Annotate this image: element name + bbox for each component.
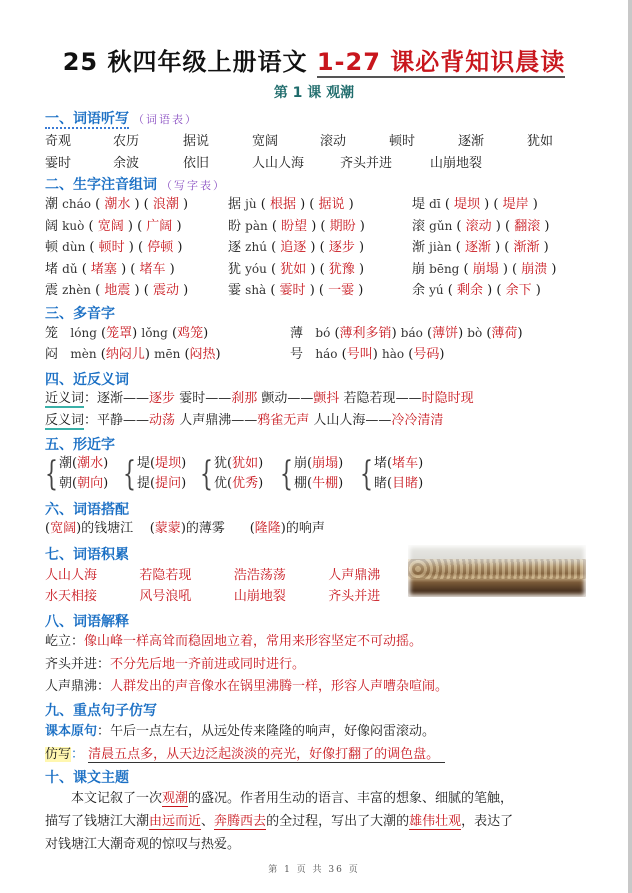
pinyin: mēn [154, 347, 181, 361]
term: 齐头并进： [45, 657, 111, 672]
word: 犹如 [527, 134, 554, 149]
imitation-label: 仿写 [45, 747, 72, 762]
char: 震 [45, 283, 59, 298]
heading-text: 二、生字注音组词 [45, 177, 157, 193]
pinyin: dī [429, 197, 441, 211]
brace-icon: { [45, 454, 58, 494]
word: 潮水 [77, 456, 104, 471]
pinyin: báo [400, 326, 423, 340]
word: 浪潮 [152, 197, 179, 212]
word: 逐渐 [97, 391, 124, 406]
heading-note: （写字表） [161, 179, 226, 192]
word: 若隐若现 [343, 391, 396, 406]
char-entry: 崩 bēng ( 崩塌 ) ( 崩溃 ) [412, 261, 557, 277]
tidal-wave-image [408, 545, 586, 597]
word: 潮水 [104, 197, 131, 212]
char-entry: 堵 dǔ ( 堵塞 ) ( 堵车 ) [45, 261, 175, 277]
original-sentence [45, 722, 435, 742]
word: 逐渐 [458, 134, 485, 149]
text: 的全过程，写出了大潮的 [266, 814, 410, 829]
pinyin: jiàn [429, 240, 452, 254]
polyphone-row-1b: 薄 bó (薄利多销) báo (薄饼) bò (薄荷) [290, 326, 523, 341]
char-entry: 阔 kuò ( 宽阔 ) ( 广阔 ) [45, 218, 182, 234]
char-entry: 据 jù ( 根据 ) ( 据说 ) [228, 197, 354, 212]
word: 笼罩 [106, 326, 133, 341]
section-9-heading: 九、重点句子仿写 [45, 703, 157, 719]
char: 逐 [228, 240, 242, 255]
word: 优秀 [232, 476, 259, 491]
pinyin: hào [381, 347, 405, 361]
antonym: 鸦雀无声 [257, 413, 310, 428]
synonyms-row: 近义词：逐渐——逐步 霎时——刹那 颤动——颤抖 若隐若现——时隐时现 [45, 391, 474, 406]
word: 犹如 [232, 456, 259, 471]
char: 阔 [45, 218, 59, 234]
antonym: 冷冷清清 [391, 413, 444, 428]
word: 堤岸 [502, 197, 529, 212]
word: 余下 [505, 283, 532, 298]
definition-row [45, 677, 448, 697]
word: 堤坝 [155, 456, 182, 471]
word: 停顿 [147, 240, 174, 255]
word: 崩塌 [472, 261, 499, 277]
idiom: 水天相接 [45, 589, 98, 604]
char: 优 [214, 476, 228, 491]
word: 薄饼 [432, 326, 459, 341]
antonyms-row: 反义词：平静——动荡 人声鼎沸——鸦雀无声 人山人海——冷冷清清 [45, 413, 444, 428]
char: 犹 [228, 261, 242, 277]
char: 余 [412, 283, 426, 298]
dash: —— [365, 413, 392, 428]
word: 薄利多销 [339, 326, 392, 341]
word: 人声鼎沸 [179, 413, 232, 428]
poly-char: 笼 [45, 326, 59, 341]
char: 顿 [45, 240, 59, 255]
text: 本文记叙了一次 [71, 791, 163, 806]
antonyms-label: 反义词 [45, 413, 85, 428]
synonym: 时隐时现 [421, 391, 474, 406]
pinyin: kuò [62, 218, 85, 233]
word: 盼望 [281, 218, 308, 234]
section-4-heading: 四、近反义词 [45, 372, 129, 388]
section-10-heading: 十、课文主题 [45, 770, 129, 786]
dash: —— [123, 391, 150, 406]
synonym: 逐步 [149, 391, 176, 406]
word: 期盼 [329, 218, 356, 234]
idiom: 若隐若现 [139, 568, 192, 583]
idiom: 齐头并进 [328, 589, 381, 604]
char: 朝 [59, 476, 73, 491]
char: 堵 [374, 456, 388, 471]
char: 犹 [214, 456, 228, 471]
word: 山崩地裂 [430, 156, 483, 171]
idiom: 风号浪吼 [139, 589, 192, 604]
pinyin: yóu [245, 261, 267, 276]
char-entry: 霎 shà ( 霎时 ) ( 一霎 ) [228, 283, 364, 298]
char: 据 [228, 197, 242, 212]
definition: 像山峰一样高耸而稳固地立着，常用来形容坚定不可动摇。 [84, 634, 423, 649]
pair: 堵(堵车) 睹(目睹) [374, 456, 424, 491]
brace-icon: { [280, 454, 293, 494]
word: 依旧 [183, 156, 210, 171]
char-entry: 堤 dī ( 堤坝 ) ( 堤岸 ) [412, 197, 538, 212]
word: 牛棚 [312, 476, 339, 491]
definition: 不分先后地一齐前进或同时进行。 [110, 657, 306, 672]
char: 潮 [59, 456, 73, 471]
word: 纳闷儿 [105, 347, 145, 362]
char-entry: 逐 zhú ( 追逐 ) ( 逐步 ) [228, 240, 365, 255]
synonyms-label: 近义词 [45, 391, 85, 406]
char: 潮 [45, 197, 59, 212]
word: 追逐 [280, 240, 307, 255]
section-5-heading: 五、形近字 [45, 437, 115, 453]
char-entry: 犹 yóu ( 犹如 ) ( 犹豫 ) [228, 261, 365, 277]
text: 对钱塘江大潮奇观的惊叹与热爱。 [45, 837, 241, 852]
word: 地震 [104, 283, 131, 298]
pinyin: lóng [70, 326, 97, 340]
brace-icon: { [200, 454, 213, 494]
pinyin: shà [245, 283, 267, 297]
pinyin: dùn [62, 240, 86, 254]
phrase: 的响声 [285, 521, 325, 536]
word: 齐头并进 [340, 156, 393, 171]
lesson-title: 第 1 课 观潮 [273, 85, 355, 101]
pinyin: mèn [70, 347, 97, 361]
title-highlight: 1-27 课必背知识晨读 [316, 48, 566, 76]
word: 宽阔 [97, 218, 124, 234]
char-entry: 潮 cháo ( 潮水 ) ( 浪潮 ) [45, 197, 189, 212]
word: 提问 [155, 476, 182, 491]
keyword: 由远而近 [149, 814, 202, 829]
char: 堤 [137, 456, 151, 471]
imitation-text: 清晨五点多，从天边泛起淡淡的亮光，好像打翻了的调色盘。 [88, 747, 445, 763]
word: 余波 [113, 156, 140, 171]
char: 堤 [412, 197, 426, 212]
char: 崩 [294, 456, 308, 471]
poly-char: 薄 [290, 326, 304, 341]
char: 盼 [228, 218, 242, 234]
word: 滚动 [465, 218, 492, 234]
section-3-heading: 三、多音字 [45, 306, 115, 322]
pinyin: zhú [245, 240, 267, 254]
char-entry: 顿 dùn ( 顿时 ) ( 停顿 ) [45, 240, 183, 255]
word: 奇观 [45, 134, 72, 149]
pinyin: zhèn [62, 283, 92, 297]
word: 霎时 [45, 156, 72, 171]
synonym: 刹那 [231, 391, 258, 406]
poly-char: 闷 [45, 347, 59, 362]
term: 屹立： [45, 634, 85, 649]
definition-row [45, 655, 305, 675]
pinyin: háo [315, 347, 338, 361]
word: 霎时 [279, 283, 306, 298]
word: 滚动 [320, 134, 347, 149]
word: 逐步 [328, 240, 355, 255]
char-entry: 余 yú ( 剩余 ) ( 余下 ) [412, 283, 541, 298]
dash: —— [231, 413, 258, 428]
pinyin: gǔn [429, 218, 453, 233]
word: 剩余 [457, 283, 484, 298]
word: 翻滚 [514, 218, 541, 234]
heading-text: 一、词语听写 [45, 111, 129, 127]
brace-icon: { [360, 454, 373, 494]
antonym: 动荡 [149, 413, 176, 428]
dash: —— [287, 391, 314, 406]
term: 人声鼎沸： [45, 679, 111, 694]
polyphone-row-2: 闷 mèn (纳闷儿) mēn (闷热) [45, 347, 221, 362]
pinyin: dǔ [62, 261, 78, 276]
page-title [0, 42, 628, 77]
original-label: 课本原句 [45, 724, 98, 739]
pinyin: bēng [429, 261, 460, 276]
fill-word: 隆隆 [254, 521, 281, 536]
section-7-heading: 七、词语积累 [45, 547, 129, 563]
char: 睹 [374, 476, 388, 491]
brace-icon: { [123, 454, 136, 494]
theme-paragraph [45, 787, 590, 810]
char: 渐 [412, 240, 426, 255]
word: 平静 [97, 413, 124, 428]
word: 农历 [113, 134, 140, 149]
keyword: 雄伟壮观 [409, 814, 462, 829]
word: 据说 [318, 197, 345, 212]
definition: 人群发出的声音像水在锅里沸腾一样，形容人声嘈杂喧闹。 [110, 679, 449, 694]
keyword: 奔腾西去 [214, 814, 267, 829]
word: 崩溃 [521, 261, 548, 277]
word: 人山人海 [252, 156, 305, 171]
polyphone-row-2b: 号 háo (号叫) hào (号码) [290, 347, 445, 362]
word: 宽阔 [252, 134, 279, 149]
page-number: 第 1 页 共 36 页 [268, 865, 360, 875]
pinyin: lǒng [141, 326, 168, 340]
pinyin: yú [429, 283, 444, 297]
pinyin: pàn [245, 218, 268, 233]
char-entry: 渐 jiàn ( 逐渐 ) ( 渐渐 ) [412, 240, 549, 255]
word: 犹如 [280, 261, 307, 277]
section-1-heading [45, 108, 198, 128]
definition-row [45, 632, 422, 652]
original-text: ：午后一点左右，从远处传来隆隆的响声，好像闷雷滚动。 [97, 724, 436, 739]
text: 的盛况。作者用生动的语言、丰富的想象、细腻的笔触， [188, 791, 514, 806]
char: 堵 [45, 261, 59, 277]
idiom: 山崩地裂 [233, 589, 286, 604]
word: 逐渐 [464, 240, 491, 255]
idiom: 人山人海 [45, 568, 98, 583]
word: 闷热 [189, 347, 216, 362]
idiom: 浩浩荡荡 [233, 568, 286, 583]
word: 据说 [183, 134, 210, 149]
word: 堵塞 [90, 261, 117, 277]
theme-paragraph-line2 [45, 810, 590, 833]
word: 广阔 [146, 218, 173, 234]
section-2-heading [45, 174, 226, 194]
char: 棚 [294, 476, 308, 491]
char: 崩 [412, 261, 426, 277]
word: 渐渐 [513, 240, 540, 255]
synonym: 颤抖 [313, 391, 340, 406]
idiom: 人声鼎沸 [328, 568, 381, 583]
word: 根据 [269, 197, 296, 212]
word: 号码 [413, 347, 440, 362]
page-edge [628, 0, 632, 893]
pinyin: cháo [62, 197, 91, 211]
pinyin: bó [315, 326, 331, 340]
word: 薄荷 [491, 326, 518, 341]
word: 犹豫 [328, 261, 355, 277]
text: 、 [201, 814, 215, 829]
word: 人山人海 [313, 413, 366, 428]
word: 堵车 [392, 456, 419, 471]
imitation-sentence [45, 745, 445, 765]
pair: 潮(潮水) 朝(朝向) [59, 456, 109, 491]
word: 崩塌 [312, 456, 339, 471]
phrase: 的薄雾 [185, 521, 225, 536]
word: 朝向 [77, 476, 104, 491]
keyword: 观潮 [162, 791, 189, 806]
char-entry: 盼 pàn ( 盼望 ) ( 期盼 ) [228, 218, 365, 234]
section-6-heading: 六、词语搭配 [45, 502, 129, 518]
polyphone-row-1: 笼 lóng (笼罩) lǒng (鸡笼) [45, 326, 209, 341]
char: 滚 [412, 218, 426, 234]
char-entry: 滚 gǔn ( 滚动 ) ( 翻滚 ) [412, 218, 550, 234]
dash: —— [205, 391, 232, 406]
word: 堵车 [139, 261, 166, 277]
poly-char: 号 [290, 347, 304, 362]
word: 顿时 [389, 134, 416, 149]
word: 一霎 [328, 283, 355, 298]
fill-word: 蒙蒙 [154, 521, 181, 536]
section-8-heading: 八、词语解释 [45, 614, 129, 630]
pinyin: bò [467, 326, 483, 340]
char: 提 [137, 476, 151, 491]
char-entry: 震 zhèn ( 地震 ) ( 震动 ) [45, 283, 189, 298]
text: 描写了钱塘江大潮 [45, 814, 150, 829]
collocation-row: (宽阔)的钱塘江 (蒙蒙)的薄雾 (隆隆)的响声 [45, 521, 325, 536]
title-prefix: 25 秋四年级上册语文 [62, 48, 317, 76]
word: 震动 [152, 283, 179, 298]
word: 堤坝 [454, 197, 481, 212]
pair: 崩(崩塌) 棚(牛棚) [294, 456, 344, 491]
word: 鸡笼 [177, 326, 204, 341]
pair: 犹(犹如) 优(优秀) [214, 456, 264, 491]
dash: —— [395, 391, 422, 406]
pinyin: jù [245, 197, 257, 211]
text: ，表达了 [461, 814, 514, 829]
fill-word: 宽阔 [50, 521, 77, 536]
word: 顿时 [98, 240, 125, 255]
accumulation-row-2 [45, 587, 380, 607]
word: 号叫 [346, 347, 373, 362]
heading-note: （词语表） [133, 113, 198, 126]
phrase: 的钱塘江 [81, 521, 134, 536]
dash: —— [123, 413, 150, 428]
pair: 堤(堤坝) 提(提问) [137, 456, 187, 491]
char: 霎 [228, 283, 242, 298]
separator: ： [71, 747, 85, 762]
word: 目睹 [392, 476, 419, 491]
word: 霎时 [179, 391, 206, 406]
theme-paragraph-line3 [45, 833, 590, 856]
word: 颤动 [261, 391, 288, 406]
